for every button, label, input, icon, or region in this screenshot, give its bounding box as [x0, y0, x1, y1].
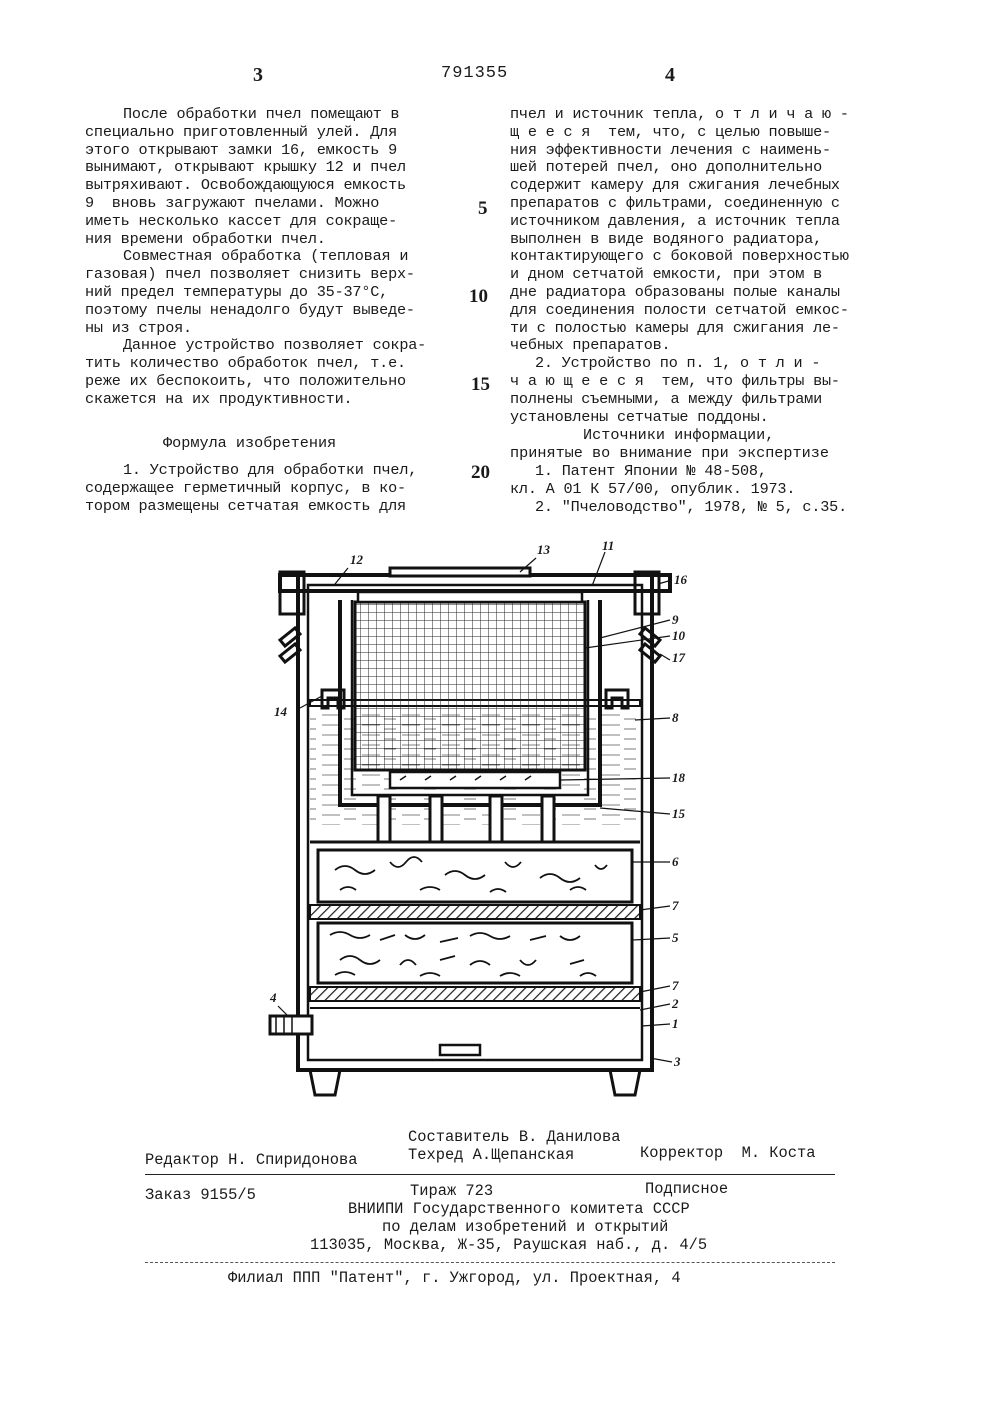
text-line: ти с полостью камеры для сжигания ле- [510, 318, 840, 337]
foot-right [610, 1070, 640, 1095]
text-line: контактирующего с боковой поверхностью [510, 247, 849, 266]
right-column [510, 106, 910, 426]
text-line: 9 вновь загружают пчелами. Можно [85, 193, 380, 212]
text-line: и дном сетчатой емкости, при этом в [510, 265, 822, 284]
text-line: препаратов с фильтрами, соединенную с [510, 193, 840, 212]
text-line: пчел и источник тепла, о т л и ч а ю - [510, 105, 849, 123]
text-line: реже их беспокоить, что положительно [85, 371, 406, 390]
text-line: ч а ю щ е е с я тем, что фильтры вы- [510, 371, 840, 390]
text-line: вынимают, открывают крышку 12 и пчел [85, 158, 406, 177]
text-line: Данное устройство позволяет сокра- [123, 336, 427, 355]
text-line: щ е е с я тем, что, с целью повыше- [510, 122, 831, 141]
text-line: 1. Патент Японии № 48-508, [535, 462, 767, 480]
device-figure [240, 540, 720, 1120]
org-line-1: ВНИИПИ Государственного комитета СССР [348, 1200, 690, 1218]
text-line: ния эффективности лечения с наимень- [510, 140, 831, 159]
order: Заказ 9155/5 [145, 1186, 256, 1204]
claim-1-start [85, 462, 470, 515]
text-line: тором размещены сетчатая емкость для [85, 496, 406, 515]
label-3: 3 [674, 1054, 681, 1069]
label-7: 7 [672, 898, 679, 913]
text-line: 1. Устройство для обработки пчел, [123, 461, 418, 479]
text-line: Совместная обработка (тепловая и [123, 247, 409, 266]
left-column [85, 106, 470, 409]
label-5: 5 [672, 930, 679, 945]
text-line: ны из строя. [85, 318, 192, 337]
sources-title: Источники информации, [583, 426, 775, 444]
line-number: 10 [469, 286, 488, 307]
branch: Филиал ППП "Патент", г. Ужгород, ул. Проектная, 4 [228, 1269, 681, 1287]
label-17: 17 [672, 650, 685, 665]
circulation: Тираж 723 [410, 1182, 494, 1200]
text-line: дне радиатора образованы полые каналы [510, 282, 840, 301]
label-18: 18 [672, 770, 685, 785]
foot-left [310, 1070, 340, 1095]
text-line: газовая) пчел позволяет снизить верх- [85, 265, 415, 284]
text-line: кл. А 01 К 57/00, опублик. 1973. [510, 479, 796, 498]
label-11: 11 [602, 540, 615, 553]
mesh-tray-7 [310, 905, 640, 919]
label-9: 9 [672, 612, 679, 627]
text-line: шей потерей пчел, оно дополнительно [510, 158, 822, 177]
text-line: 2. "Пчеловодство", 1978, № 5, с.35. [535, 497, 847, 516]
divider [145, 1174, 835, 1175]
text-line: для соединения полости сетчатой емкос- [510, 300, 849, 319]
text-line: 2. Устройство по п. 1, о т л и - [535, 354, 821, 373]
text-line: источником давления, а источник тепла [510, 211, 840, 230]
address: 113035, Москва, Ж-35, Раушская наб., д. 4/5 [310, 1236, 708, 1254]
sources-subtitle: принятые во внимание при экспертизе [510, 444, 829, 462]
page-number-right: 4 [665, 64, 675, 86]
text-line: чебных препаратов. [510, 336, 671, 355]
label-13: 13 [537, 542, 550, 557]
lid-handle-13 [390, 568, 530, 576]
text-line: содержит камеру для сжигания лечебных [510, 176, 840, 195]
text-line: тить количество обработок пчел, т.е. [85, 354, 406, 373]
page-number-left: 3 [253, 64, 263, 86]
text-line: ний предел температуры до 35-37°С, [85, 282, 389, 301]
label-8: 8 [672, 710, 679, 725]
mesh-container-9 [355, 602, 585, 770]
patent-number: 791355 [441, 64, 509, 83]
techred: Техред А.Щепанская [408, 1146, 575, 1164]
label-2: 2 [672, 996, 679, 1011]
text-line: ния времени обработки пчел. [85, 229, 326, 248]
label-4: 4 [270, 990, 277, 1005]
corrector: Корректор М. Коста [640, 1144, 816, 1162]
line-number: 20 [471, 462, 490, 483]
text-line: полнены съемными, а между фильтрами [510, 389, 822, 408]
sources-list [510, 463, 910, 516]
label-1: 1 [672, 1016, 679, 1031]
label-15: 15 [672, 806, 685, 821]
text-line: вытряхивают. Освобождающуюся емкость [85, 176, 406, 195]
line-number: 5 [478, 198, 488, 219]
label-12: 12 [350, 552, 363, 567]
text-line: выполнен в виде водяного радиатора, [510, 229, 822, 248]
label-7-lower: 7 [672, 978, 679, 993]
subscription: Подписное [645, 1180, 729, 1198]
formula-title: Формула изобретения [163, 434, 337, 452]
label-6: 6 [672, 854, 679, 869]
text-line: содержащее герметичный корпус, в ко- [85, 478, 406, 497]
org-line-2: по делам изобретений и открытий [382, 1218, 669, 1236]
text-line: этого открывают замки 16, емкость 9 [85, 140, 397, 159]
text-line: специально приготовленный улей. Для [85, 122, 397, 141]
label-10: 10 [672, 628, 685, 643]
text-line: установлены сетчатые поддоны. [510, 407, 769, 426]
text-line: поэтому пчелы ненадолго будут выведе- [85, 300, 415, 319]
divider [145, 1262, 835, 1263]
text-line: После обработки пчел помещают в [123, 105, 400, 123]
text-line: скажется на их продуктивности. [85, 389, 353, 408]
label-16: 16 [674, 572, 687, 587]
editor: Редактор Н. Спиридонова [145, 1151, 358, 1169]
line-number: 15 [471, 374, 490, 395]
mesh-tray-7-lower [310, 987, 640, 1001]
label-14: 14 [274, 704, 287, 719]
filter-6 [318, 850, 632, 902]
text-line: иметь несколько кассет для сокраще- [85, 211, 397, 230]
compiler: Составитель В. Данилова [408, 1128, 621, 1146]
